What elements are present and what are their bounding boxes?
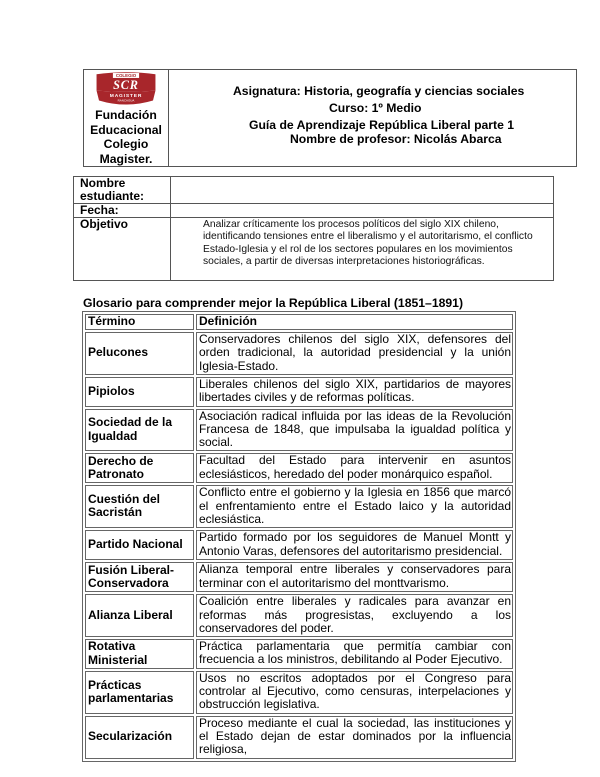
institution-name: Fundación Educacional Colegio Magister. (90, 108, 162, 166)
glossary-term: Secularización (85, 716, 194, 759)
header-box (83, 69, 577, 167)
glossary-term: Rotativa Ministerial (85, 639, 194, 669)
glossary-definition: Coalición entre liberales y radicales para avanzar en reformas más progresistas, excluyendo a los conservadores del poder. (196, 594, 513, 637)
header-text (169, 70, 576, 166)
student-name-label: Nombre estudiante: (74, 177, 171, 204)
glossary-term: Pelucones (85, 332, 194, 375)
glossary-term: Derecho de Patronato (85, 453, 194, 483)
glossary-definition: Usos no escritos adoptados por el Congreso para controlar al Ejecutivo, como censuras, interpelaciones y obstrucción legislativa. (196, 671, 513, 714)
glossary-title: Glosario para comprender mejor la República Liberal (1851–1891) (83, 296, 463, 310)
glossary-term: Partido Nacional (85, 530, 194, 560)
glossary-term: Sociedad de la Igualdad (85, 409, 194, 452)
logo-top-text: COLEGIO (115, 73, 137, 79)
glossary-definition: Partido formado por los seguidores de Manuel Montt y Antonio Varas, defensores del autoritarismo presidencial. (196, 530, 513, 560)
glossary-definition: Proceso mediante el cual la sociedad, las instituciones y el Estado dejan de estar dominados por la influencia religiosa, (196, 716, 513, 759)
glossary-table (82, 311, 516, 762)
glossary-definition: Conflicto entre el gobierno y la Iglesia en 1856 que marcó el enfrentamiento entre el Estado laico y la autoridad eclesiástica. (196, 485, 513, 528)
glossary-term: Prácticas parlamentarias (85, 671, 194, 714)
glossary-term: Pipiolos (85, 377, 194, 407)
school-logo (87, 71, 165, 107)
glossary-definition: Conservadores chilenos del siglo XIX, defensores del orden tradicional, la autoridad presidencial y la unión Iglesia-Estado. (196, 332, 513, 375)
subject-line: Asignatura: Historia, geografía y ciencias sociales (233, 84, 525, 98)
course-line: Curso: 1º Medio (329, 101, 422, 115)
date-field[interactable] (171, 204, 554, 218)
guide-title: Guía de Aprendizaje República Liberal parte 1 (249, 118, 515, 132)
objective-text: Analizar críticamente los procesos políticos del siglo XIX chileno, identificando tensiones entre el liberalismo y el autoritarismo, el conflicto Estado-Iglesia y el rol de los sectores populares en los movimientos sociales, a partir de diversas interpretaciones historiográficas. (203, 219, 533, 268)
teacher-line: Nombre de profesor: Nicolás Abarca (290, 132, 502, 146)
logo-cell (84, 70, 169, 166)
glossary-definition: Alianza temporal entre liberales y conservadores para terminar con el autoritarismo del monttvarismo. (196, 562, 513, 592)
student-info-table (73, 176, 554, 281)
logo-city: RANCAGUA (117, 98, 135, 103)
glossary-definition: Práctica parlamentaria que permitía cambiar con frecuencia a los ministros, debilitando al Poder Ejecutivo. (196, 639, 513, 669)
objective-label: Objetivo (74, 218, 171, 281)
glossary-term: Fusión Liberal-Conservadora (85, 562, 194, 592)
logo-school-name: MAGISTER (109, 93, 143, 99)
column-header-definition: Definición (196, 314, 513, 330)
glossary-definition: Facultad del Estado para intervenir en asuntos eclesiásticos, heredado del poder monárquico español. (196, 453, 513, 483)
date-label: Fecha: (74, 204, 171, 218)
column-header-term: Término (85, 314, 194, 330)
logo-monogram: SCR (113, 78, 139, 92)
glossary-definition: Liberales chilenos del siglo XIX, partidarios de mayores libertades civiles y de reformas políticas. (196, 377, 513, 407)
student-name-field[interactable] (171, 177, 554, 204)
glossary-term: Cuestión del Sacristán (85, 485, 194, 528)
glossary-definition: Asociación radical influida por las ideas de la Revolución Francesa de 1848, que impulsaba la igualdad política y social. (196, 409, 513, 452)
glossary-term: Alianza Liberal (85, 594, 194, 637)
